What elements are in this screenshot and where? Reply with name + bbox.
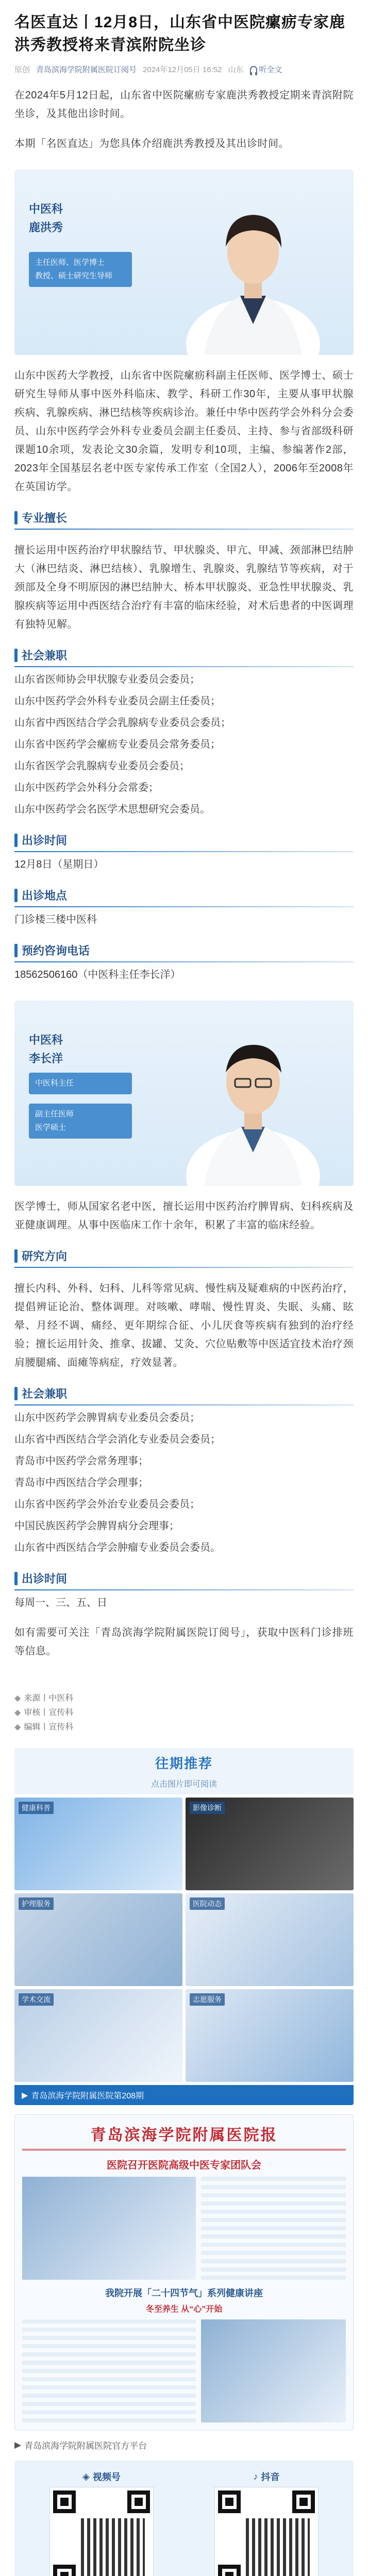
banner-title: 往期推荐: [14, 1748, 354, 1777]
section-title: 专业擅长: [22, 512, 68, 524]
qr-box[interactable]: [24, 2470, 179, 2576]
play-icon: ▶: [22, 2091, 28, 2100]
doctor-portrait: [183, 1021, 323, 1186]
publish-datetime: 2024年12月05日 16:52: [143, 65, 222, 74]
doctor2-time: 每周一、三、五、日: [14, 1597, 107, 1608]
list-item: 山东省医学会乳腺病专业委员会委员；: [14, 760, 190, 772]
doctor-name: 鹿洪秀: [29, 221, 63, 234]
section-bar-icon: [14, 511, 18, 524]
bullet-icon: ◆: [14, 1694, 21, 1703]
section-title: 出诊时间: [22, 834, 68, 847]
section-title: 预约咨询电话: [22, 944, 90, 957]
photo-caption: 护理服务: [19, 1897, 54, 1910]
section-title: 社会兼职: [22, 1387, 68, 1400]
section-divider: [14, 851, 354, 852]
article-title: 名医直达丨12月8日，山东省中医院瘰疬专家鹿洪秀教授将来青滨附院坐诊: [14, 14, 346, 54]
video-channel-icon: ◈: [82, 2471, 90, 2482]
recommend-photo[interactable]: [186, 1893, 354, 1986]
section-title: 社会兼职: [22, 649, 68, 662]
banner-caption: 青岛滨海学院附属医院第208期: [31, 2092, 144, 2100]
newspaper-body: [22, 2319, 346, 2422]
list-item: 山东省中西医结合学会肿瘤专业委员会委员。: [14, 1542, 221, 1553]
list-item: 山东中医药学会名医学术思想研究会委员。: [14, 804, 210, 815]
doctor-role-line: 中医科主任: [35, 1079, 74, 1088]
recommend-photo[interactable]: [14, 1798, 182, 1890]
bullet-icon: ◆: [14, 1708, 21, 1717]
newspaper-headline: 医院召开医院高级中医专家团队会: [107, 2160, 261, 2171]
newspaper-subheadline: 我院开展「二十四节气」系列健康讲座: [105, 2288, 263, 2298]
section-header: [14, 1570, 354, 1586]
list-item: 山东省中西医结合学会乳腺病专业委员会委员；: [14, 717, 231, 728]
list-item: 山东中医药学会外科分会常委；: [14, 782, 159, 793]
qr-finder: [218, 2565, 241, 2576]
newspaper-photo: [22, 2177, 196, 2280]
doctor2-bio: 医学博士，师从国家名老中医，擅长运用中医药治疗脾胃病、妇科疾病及亚健康调理。从事中医临床工作十余年，积累了丰富的临床经验。: [14, 1201, 354, 1231]
section-bar-icon: [14, 649, 18, 662]
intro-paragraph: 在2024年5月12日起，山东省中医院瘰疬专家鹿洪秀教授定期来青滨附院坐诊，及其他出诊时间。: [14, 90, 354, 120]
section-divider: [14, 961, 354, 962]
doctor-card-1: [14, 170, 354, 355]
doctor-title-line: 教授、硕士研究生导师: [35, 272, 113, 280]
section-divider: [14, 1267, 354, 1268]
article-meta: [14, 64, 354, 75]
list-item: 中国民族医药学会脾胃病分会理事；: [14, 1520, 179, 1532]
headphones-icon: [250, 66, 257, 73]
intro-paragraph-2: 本期「名医直达」为您具体介绍鹿洪秀教授及其出诊时间。: [14, 138, 289, 149]
list-item: 山东省中医药学会外治专业委员会委员；: [14, 1499, 200, 1510]
qr-label-text: 视频号: [92, 2472, 121, 2482]
section-divider: [14, 1404, 354, 1405]
newspaper-column: [201, 2177, 346, 2280]
section-bar-icon: [14, 1249, 18, 1263]
doctor-role: [29, 1073, 132, 1094]
recommend-photo[interactable]: [14, 1989, 182, 2082]
doctor-portrait: [183, 190, 323, 355]
photo-caption: 志愿服务: [190, 1993, 225, 2006]
hospital-newspaper[interactable]: [14, 2114, 354, 2430]
doctor1-time: 12月8日（星期日）: [14, 859, 104, 870]
section-divider: [14, 529, 354, 530]
section-header: [14, 942, 354, 958]
doctor2-note: 如有需要可关注「青岛滨海学院附属医院订阅号」，获取中医科门诊排班等信息。: [14, 1627, 354, 1657]
account-link[interactable]: 青岛滨海学院附属医院订阅号: [36, 65, 137, 74]
newspaper-column: [22, 2319, 196, 2422]
section-header: [14, 832, 354, 848]
doctor-name: 李长洋: [29, 1052, 63, 1065]
credit-line: 来源丨中医科: [24, 1694, 74, 1703]
list-item: 山东省中西医结合学会消化专业委员会委员；: [14, 1434, 221, 1445]
section-header: [14, 887, 354, 903]
official-platform-label: 青岛滨海学院附属医院官方平台: [24, 2441, 147, 2451]
qr-label: [82, 2470, 121, 2483]
qr-label-text: 抖音: [261, 2472, 280, 2482]
qr-modules: [246, 2518, 310, 2576]
doctor-title-line: 主任医师、医学博士: [35, 258, 105, 267]
doctor1-social-list: [14, 670, 354, 819]
section-header: [14, 1248, 354, 1264]
listen-button[interactable]: [250, 64, 282, 75]
recommend-photo[interactable]: [186, 1798, 354, 1890]
section-bar-icon: [14, 1572, 18, 1585]
photo-caption: 学术交流: [19, 1993, 54, 2006]
list-item: 山东中医药学会外科专业委员会副主任委员；: [14, 696, 221, 707]
section-title: 出诊时间: [22, 1572, 68, 1585]
qr-code[interactable]: [215, 2487, 318, 2576]
doctor-dept: 中医科: [29, 202, 63, 215]
play-icon: ▶: [14, 2439, 22, 2450]
banner-subtitle: 点击图片即可阅读: [14, 1777, 354, 1794]
photo-caption: 医院动态: [190, 1897, 225, 1910]
recommend-banner[interactable]: [14, 1748, 354, 2105]
doctor1-bio: 山东中医药大学教授，山东省中医院瘰疬科副主任医师、医学博士、硕士研究生导师从事中医外科临床、教学、科研工作30年，主要从事甲状腺疾病、乳腺疾病、淋巴结核等疾病诊治。兼任中华中医药学会外科分会委员、山东中医药学会外科专业委员会副主任委员、主持、参与省部级科研课题10余项，发表论文30余篇，发明专利10项，主编、参编著作2部，2023年全国基层名老中医专家传承工作室（全国2人），2006年至2008年在英国访学。: [14, 370, 354, 493]
section-bar-icon: [14, 834, 18, 847]
photo-caption: 影像诊断: [190, 1802, 225, 1814]
section-title: 研究方向: [22, 1250, 68, 1263]
section-bar-icon: [14, 889, 18, 902]
qr-finder: [53, 2490, 76, 2513]
newspaper-photo: [201, 2319, 346, 2422]
credit-line: 编辑丨宣传科: [24, 1723, 74, 1732]
qr-label: [254, 2470, 280, 2483]
newspaper-body: [22, 2177, 346, 2280]
bullet-icon: ◆: [14, 1723, 21, 1732]
original-tag: 原创: [14, 65, 30, 74]
photo-caption: 健康科普: [19, 1802, 54, 1814]
section-header: [14, 647, 354, 663]
doctor1-specialty: 擅长运用中医药治疗甲状腺结节、甲状腺炎、甲亢、甲减、颈部淋巴结肿大（淋巴结炎、淋巴结核）、乳腺增生、乳腺炎、乳腺结节等疾病，对于颈部及全身不明原因的淋巴结肿大、桥本甲状腺炎、亚急性甲状腺炎、乳腺疾病等运用中西医结合治疗有丰富的临床经验，对术后患者的中医调理有独特见解。: [14, 545, 354, 630]
qr-box[interactable]: [189, 2470, 344, 2576]
list-item: 青岛市中医药学会常务理事；: [14, 1455, 148, 1467]
official-platform-note: [14, 2438, 354, 2451]
listen-label: 听全文: [259, 65, 282, 74]
list-item: 山东省医师协会甲状腺专业委员会委员；: [14, 674, 200, 685]
section-divider: [14, 906, 354, 907]
section-bar-icon: [14, 1387, 18, 1400]
doctor-titles: [29, 1104, 132, 1139]
qr-finder: [53, 2565, 76, 2576]
doctor1-place: 门诊楼三楼中医科: [14, 914, 97, 925]
doctor-dept: 中医科: [29, 1033, 63, 1046]
section-divider: [14, 666, 354, 667]
section-bar-icon: [14, 944, 18, 957]
qr-finder: [218, 2490, 241, 2513]
qr-finder: [127, 2490, 150, 2513]
photo-grid: [14, 1794, 354, 2085]
section-header: [14, 510, 354, 526]
publish-location: 山东: [228, 65, 244, 74]
credit-line: 审核丨宣传科: [24, 1708, 74, 1717]
qr-modules: [81, 2518, 145, 2576]
section-title: 出诊地点: [22, 889, 68, 902]
doctor2-social-list: [14, 1409, 354, 1557]
doctor-title-line: 医学硕士: [35, 1123, 66, 1132]
doctor-titles: [29, 252, 132, 287]
doctor1-phone[interactable]: 18562506160（中医科主任李长洋）: [14, 969, 181, 980]
qr-code[interactable]: [50, 2487, 153, 2576]
list-item: 山东中医药学会脾胃病专业委员会委员；: [14, 1412, 200, 1423]
recommend-photo[interactable]: [14, 1893, 182, 1986]
doctor-card-2: [14, 1001, 354, 1186]
tiktok-icon: ♪: [253, 2471, 258, 2482]
section-header: [14, 1385, 354, 1401]
doctor2-research: 擅长内科、外科、妇科、儿科等常见病、慢性病及疑难病的中医药治疗，提倡辨证论治、整体调理。对咳嗽、哮喘、慢性胃炎、失眠、头痛、眩晕、月经不调、痛经、更年期综合征、小儿厌食等疾病有独到的治疗经验；擅长运用针灸、推拿、拔罐、艾灸、穴位贴敷等中医适宜技术治疗颈肩腰腿痛、面瘫等病症，疗效显著。: [14, 1283, 354, 1368]
doctor-title-line: 副主任医师: [35, 1110, 74, 1118]
qr-panel: [14, 2461, 354, 2576]
list-item: 青岛市中西医结合学会理事；: [14, 1477, 148, 1488]
newspaper-subheadline: 冬至养生 从“心”开始: [145, 2305, 223, 2314]
banner-caption-row: [14, 2085, 354, 2105]
newspaper-masthead: 青岛滨海学院附属医院报: [22, 2122, 346, 2150]
qr-finder: [292, 2490, 315, 2513]
section-divider: [14, 1589, 354, 1590]
list-item: 山东省中医药学会瘰疬专业委员会常务委员；: [14, 739, 221, 750]
recommend-photo[interactable]: [186, 1989, 354, 2082]
credits-block: [14, 1691, 354, 1735]
